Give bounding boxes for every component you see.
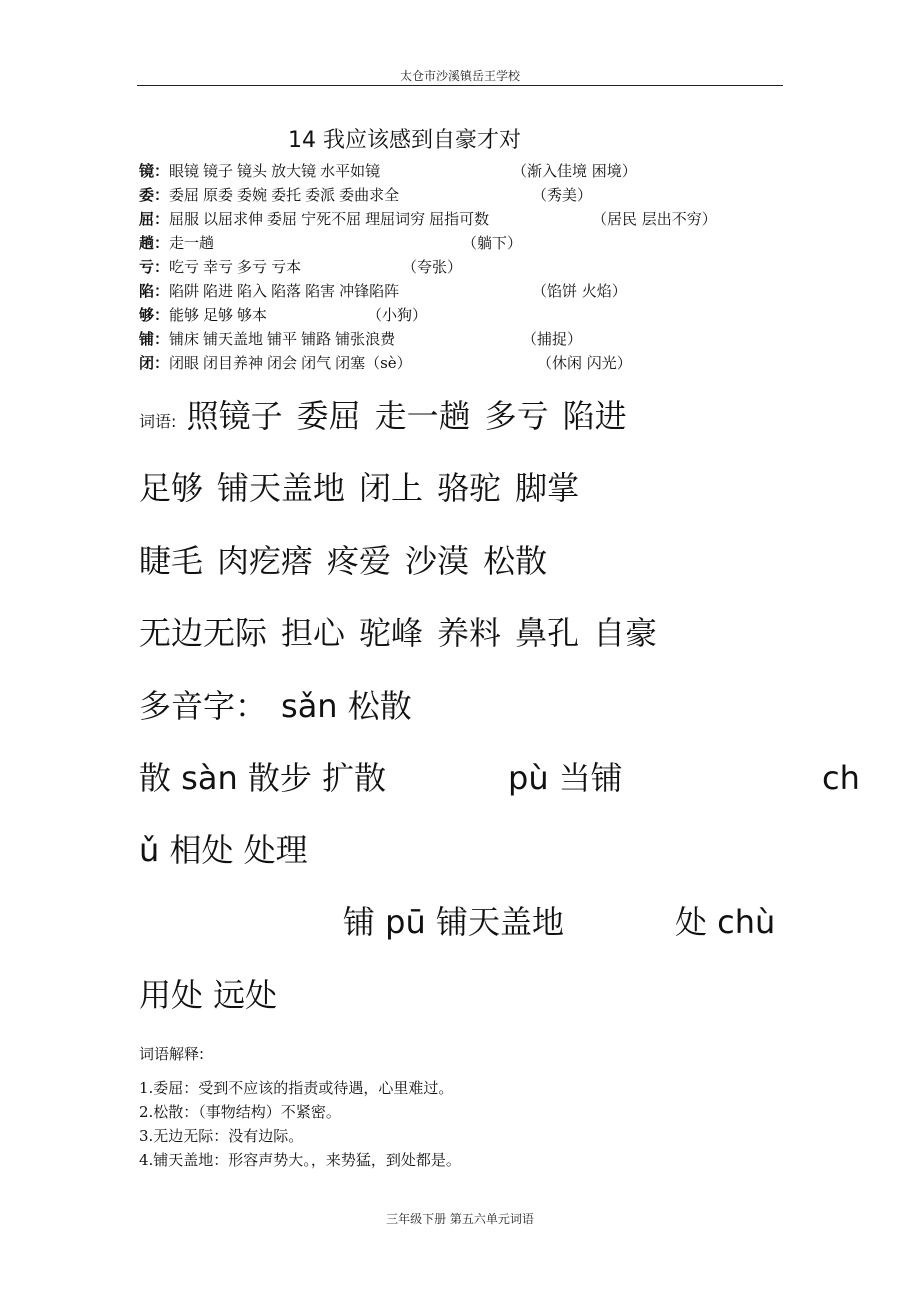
vocab-word: 水平如镜 xyxy=(320,162,381,180)
vocab-row xyxy=(139,184,779,206)
header-divider xyxy=(137,85,783,86)
vocab-word: 走一趟 xyxy=(169,234,215,252)
words-line xyxy=(139,613,657,653)
polyphone-entry: ch xyxy=(822,759,860,797)
vocab-extra: （休闲 闪光） xyxy=(537,354,632,372)
vocab-word: 理屈词穷 xyxy=(365,210,426,228)
polyphone-line xyxy=(139,830,308,870)
vocab-word: 宁死不屈 xyxy=(301,210,362,228)
polyphone-entry: ǔ 相处 处理 xyxy=(139,831,308,869)
explanation-item: 1.委屈：受到不应该的指责或待遇，心里难过。 xyxy=(139,1079,454,1097)
vocab-row xyxy=(139,256,779,278)
vocab-row xyxy=(139,232,779,254)
polyphone-line xyxy=(822,758,860,798)
vocab-word: 镜头 xyxy=(237,162,268,180)
word: 担心 xyxy=(281,614,346,652)
vocab-word: 铺张浪费 xyxy=(335,330,396,348)
vocab-word: 闭眼 xyxy=(169,354,200,372)
vocab-char: 委： xyxy=(139,186,170,204)
word: 照镜子 xyxy=(186,397,283,435)
word: 养料 xyxy=(437,614,502,652)
explanations-title: 词语解释: xyxy=(139,1045,205,1063)
vocab-char: 闭： xyxy=(139,354,170,372)
vocab-word: 陷阱 xyxy=(169,282,200,300)
polyphone-line xyxy=(139,686,412,726)
page-header: 太仓市沙溪镇岳王学校 xyxy=(399,69,520,83)
vocab-word: 委托 xyxy=(271,186,302,204)
word: 睫毛 xyxy=(139,542,204,580)
vocab-extra: （躺下） xyxy=(462,234,523,252)
word: 松散 xyxy=(483,542,548,580)
vocab-word: 委婉 xyxy=(237,186,268,204)
vocab-row xyxy=(139,352,779,374)
polyphone-entry: sǎn 松散 xyxy=(281,687,412,725)
vocab-word: 屈服 xyxy=(169,210,200,228)
vocab-word: 闭目养神 xyxy=(203,354,264,372)
vocab-extra: （馅饼 火焰） xyxy=(532,282,627,300)
vocab-extra: （居民 层出不穷） xyxy=(592,210,717,228)
vocab-extra: （秀美） xyxy=(532,186,593,204)
vocab-extra: （小狗） xyxy=(367,306,428,324)
vocab-word: 陷落 xyxy=(271,282,302,300)
vocab-word: 能够 xyxy=(169,306,200,324)
vocab-char: 屈： xyxy=(139,210,170,228)
polyphone-line xyxy=(675,902,775,942)
polyphone-label: 多音字： xyxy=(139,687,268,725)
vocab-word: 陷害 xyxy=(305,282,336,300)
vocab-word: 够本 xyxy=(237,306,268,324)
page-footer: 三年级下册 第五六单元词语 xyxy=(386,1212,534,1226)
explanation-item: 4.铺天盖地：形容声势大。，来势猛，到处都是。 xyxy=(139,1151,461,1169)
words-line xyxy=(139,541,547,581)
vocab-char: 镜： xyxy=(139,162,170,180)
vocab-word: 闭气 xyxy=(301,354,332,372)
vocab-word: 幸亏 xyxy=(203,258,234,276)
vocab-word: 屈指可数 xyxy=(429,210,490,228)
polyphone-line xyxy=(139,758,386,798)
words-line xyxy=(139,396,627,442)
word: 脚掌 xyxy=(515,469,580,507)
vocab-row xyxy=(139,160,779,182)
vocab-row xyxy=(139,304,779,326)
vocab-word: 足够 xyxy=(203,306,234,324)
lesson-title: 14 我应该感到自豪才对 xyxy=(288,128,521,153)
vocab-row xyxy=(139,280,779,302)
vocab-word: 铺平 xyxy=(267,330,298,348)
words-label: 词语: xyxy=(139,412,177,431)
word: 鼻孔 xyxy=(515,614,580,652)
word: 足够 xyxy=(139,469,204,507)
vocab-word: 委屈 xyxy=(169,186,200,204)
vocab-row xyxy=(139,328,779,350)
vocab-word: 冲锋陷阵 xyxy=(339,282,400,300)
polyphone-line xyxy=(139,975,277,1015)
vocab-word: 眼镜 xyxy=(169,162,200,180)
explanation-item: 2.松散：（事物结构）不紧密。 xyxy=(139,1103,341,1121)
word: 自豪 xyxy=(593,614,658,652)
word: 无边无际 xyxy=(139,614,268,652)
polyphone-entry: pù 当铺 xyxy=(508,759,623,797)
word: 骆驼 xyxy=(437,469,502,507)
vocab-word: 亏本 xyxy=(271,258,302,276)
vocab-word: 陷进 xyxy=(203,282,234,300)
vocab-char: 陷： xyxy=(139,282,170,300)
vocab-word: 吃亏 xyxy=(169,258,200,276)
vocab-word: 委屈 xyxy=(267,210,298,228)
word: 委屈 xyxy=(296,397,361,435)
vocab-word: 多亏 xyxy=(237,258,268,276)
vocab-word: 铺路 xyxy=(301,330,332,348)
vocab-word: 铺天盖地 xyxy=(203,330,264,348)
word: 疼爱 xyxy=(327,542,392,580)
polyphone-entry: 处 chù xyxy=(675,903,776,941)
vocab-word: 委曲求全 xyxy=(339,186,400,204)
vocab-word: 陷入 xyxy=(237,282,268,300)
polyphone-line xyxy=(343,902,564,942)
vocab-char: 够： xyxy=(139,306,170,324)
vocab-word: 闭塞（sè） xyxy=(335,354,412,372)
vocab-extra: （夸张） xyxy=(402,258,463,276)
polyphone-line xyxy=(508,758,623,798)
vocab-word: 闭会 xyxy=(267,354,298,372)
vocab-word: 委派 xyxy=(305,186,336,204)
word: 闭上 xyxy=(359,469,424,507)
word: 驼峰 xyxy=(359,614,424,652)
word: 走一趟 xyxy=(374,397,471,435)
word: 多亏 xyxy=(484,397,549,435)
polyphone-entry: 散 sàn 散步 扩散 xyxy=(139,759,387,797)
vocab-word: 以屈求伸 xyxy=(203,210,264,228)
vocab-word: 镜子 xyxy=(203,162,234,180)
vocab-char: 趟： xyxy=(139,234,170,252)
words-line xyxy=(139,468,579,508)
vocab-row xyxy=(139,208,779,230)
vocab-word: 原委 xyxy=(203,186,234,204)
word: 陷进 xyxy=(562,397,627,435)
word: 肉疙瘩 xyxy=(217,542,314,580)
vocab-word: 铺床 xyxy=(169,330,200,348)
vocab-extra: （渐入佳境 困境） xyxy=(512,162,637,180)
word: 铺天盖地 xyxy=(217,469,346,507)
vocab-char: 铺： xyxy=(139,330,170,348)
polyphone-entry: 用处 远处 xyxy=(139,976,278,1014)
vocab-char: 亏： xyxy=(139,258,170,276)
explanation-item: 3.无边无际：没有边际。 xyxy=(139,1127,304,1145)
vocab-word: 放大镜 xyxy=(271,162,317,180)
vocab-extra: （捕捉） xyxy=(522,330,583,348)
word: 沙漠 xyxy=(405,542,470,580)
polyphone-entry: 铺 pū 铺天盖地 xyxy=(343,903,564,941)
